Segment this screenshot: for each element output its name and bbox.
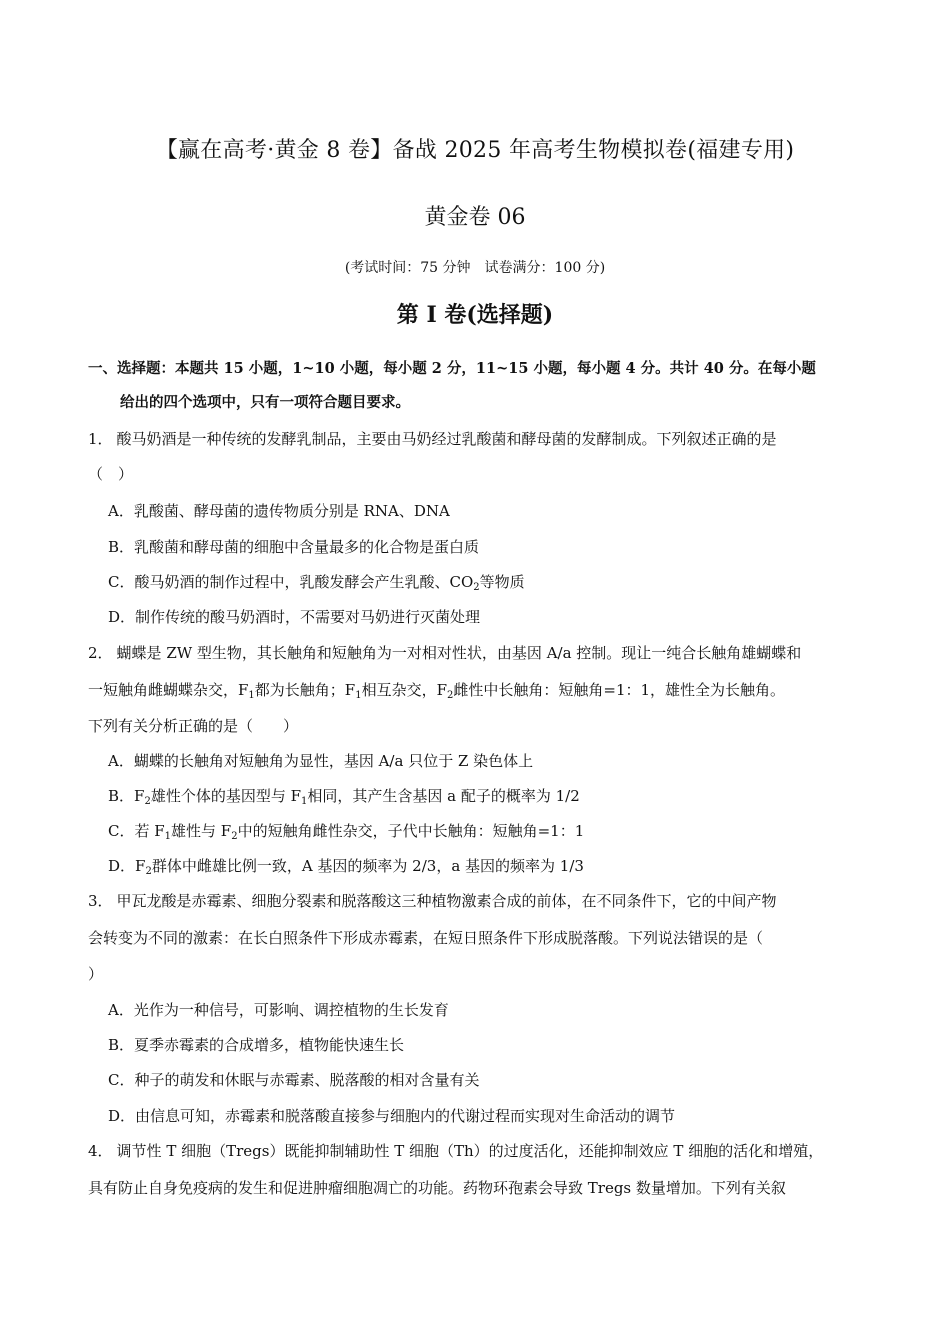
question-number: 3．	[88, 892, 113, 910]
question-3-stem-cont-2: ）	[88, 965, 104, 983]
text-run: 都为长触角；F	[254, 681, 356, 699]
question-2-option-d	[108, 855, 898, 877]
question-1-stem-cont: （ ）	[88, 465, 134, 483]
question-1-option-d: D．制作传统的酸马奶酒时，不需要对马奶进行灭菌处理	[108, 608, 481, 626]
question-text: 调节性 T 细胞（Tregs）既能抑制辅助性 T 细胞（Th）的过度活化，还能抑制效应 T 细胞的活化和增殖，	[116, 1142, 824, 1160]
subscript: 1	[164, 831, 172, 842]
text-run: 雌性中长触角：短触角=1：1，雄性全为长触角。	[453, 681, 786, 699]
option-text: C．酸马奶酒的制作过程中，乳酸发酵会产生乳酸、CO	[108, 573, 474, 591]
text-run: 群体中雌雄比例一致，A 基因的频率为 2/3，a 基因的频率为 1/3	[151, 857, 584, 875]
text-run: D．F	[108, 857, 146, 875]
question-number: 2．	[88, 644, 113, 662]
subscript: 2	[231, 831, 238, 842]
text-run: 相互杂交，F	[361, 681, 448, 699]
text-run: 雄性与 F	[171, 822, 232, 840]
subscript: 2	[473, 582, 480, 593]
question-text: 甲瓦龙酸是赤霉素、细胞分裂素和脱落酸这三种植物激素合成的前体，在不同条件下，它的中间产物	[116, 892, 777, 910]
text-run: 雄性个体的基因型与 F	[150, 787, 301, 805]
document-subtitle: 黄金卷 06	[424, 205, 526, 230]
question-2-stem-cont-2: 下列有关分析正确的是（ ）	[88, 717, 299, 735]
question-text: 蝴蝶是 ZW 型生物，其长触角和短触角为一对相对性状，由基因 A/a 控制。现让一纯合长触角雄蝴蝶和	[116, 644, 802, 662]
subscript: 2	[447, 690, 454, 701]
question-3-option-a: A．光作为一种信号，可影响、调控植物的生长发育	[108, 1001, 449, 1019]
subscript: 1	[301, 796, 308, 807]
question-1-option-b: B．乳酸菌和酵母菌的细胞中含量最多的化合物是蛋白质	[108, 538, 480, 556]
text-run: 一短触角雌蝴蝶杂交，F	[88, 681, 249, 699]
question-text: 酸马奶酒是一种传统的发酵乳制品，主要由马奶经过乳酸菌和酵母菌的发酵制成。下列叙述正确的是	[116, 430, 777, 448]
text-run: 中的短触角雌性杂交，子代中长触角：短触角=1：1	[237, 822, 585, 840]
part-heading: 第 I 卷(选择题)	[396, 302, 554, 328]
question-1-option-c	[108, 571, 898, 593]
question-3-stem-cont: 会转变为不同的激素：在长白照条件下形成赤霉素，在短日照条件下形成脱落酸。下列说法错误的是（	[88, 929, 764, 947]
question-4-stem-cont: 具有防止自身免疫病的发生和促进肿瘤细胞凋亡的功能。药物环孢素会导致 Tregs 数量增加。下列有关叙	[88, 1179, 786, 1197]
text-run: C．若 F	[108, 822, 165, 840]
question-2-stem-cont	[88, 679, 878, 701]
instructions-line-1: 一、选择题：本题共 15 小题，1~10 小题，每小题 2 分，11~15 小题，每小题 4 分。共计 40 分。在每小题	[88, 360, 816, 377]
section-instructions	[88, 352, 868, 420]
question-3-option-b: B．夏季赤霉素的合成增多，植物能快速生长	[108, 1036, 405, 1054]
subscript: 1	[248, 690, 255, 701]
question-2-option-b	[108, 785, 898, 807]
question-2-option-a: A．蝴蝶的长触角对短触角为显性，基因 A/a 只位于 Z 染色体上	[108, 752, 534, 770]
question-3-option-c: C．种子的萌发和休眠与赤霉素、脱落酸的相对含量有关	[108, 1071, 480, 1089]
document-title: 【赢在高考·黄金 8 卷】备战 2025 年高考生物模拟卷(福建专用)	[155, 138, 795, 163]
question-2-stem	[88, 642, 878, 664]
question-1-stem	[88, 428, 878, 450]
question-number: 1．	[88, 430, 113, 448]
instructions-line-2: 给出的四个选项中，只有一项符合题目要求。	[120, 394, 410, 411]
text-run: 相同，其产生含基因 a 配子的概率为 1/2	[307, 787, 580, 805]
subscript: 2	[145, 866, 152, 877]
question-3-stem	[88, 890, 878, 912]
option-text: 等物质	[479, 573, 525, 591]
exam-info: (考试时间：75 分钟 试卷满分：100 分)	[344, 260, 606, 276]
question-number: 4．	[88, 1142, 113, 1160]
question-3-option-d: D．由信息可知，赤霉素和脱落酸直接参与细胞内的代谢过程而实现对生命活动的调节	[108, 1107, 676, 1125]
question-1-option-a: A．乳酸菌、酵母菌的遗传物质分别是 RNA、DNA	[108, 502, 450, 520]
question-2-option-c	[108, 820, 898, 842]
subscript: 2	[144, 796, 151, 807]
subscript: 1	[355, 690, 362, 701]
text-run: B．F	[108, 787, 145, 805]
question-4-stem	[88, 1140, 878, 1162]
